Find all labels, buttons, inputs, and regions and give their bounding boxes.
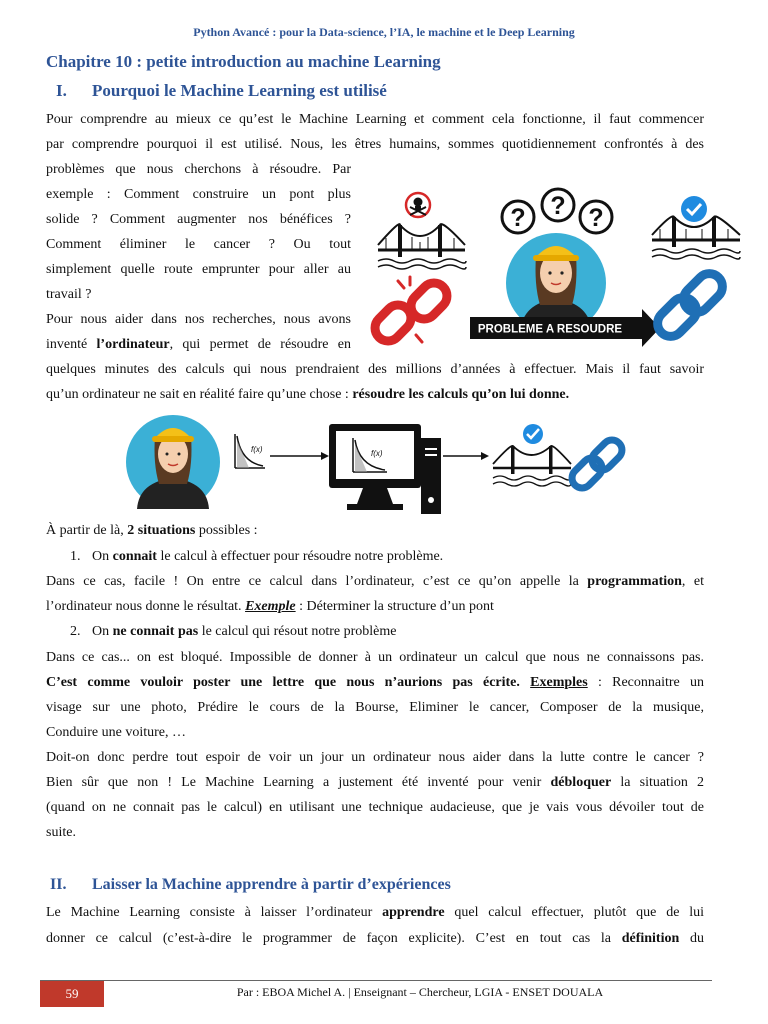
section2-line2: donner ce calcul (c’est-à-dire le programmer de façon explicite). C’est en tout cas la définition du bbox=[46, 931, 705, 946]
situation2-line1: Dans ce cas... on est bloqué. Impossible de donner à un ordinateur un calcul que nous ne connaissons pas. bbox=[46, 650, 704, 665]
section2-number: II. bbox=[50, 876, 67, 893]
conclusion-line3: (quand on ne connait pas le calcul) en utilisant une technique audacieuse, que je vais vous dévoiler tout de bbox=[46, 800, 704, 815]
list-item-2-number: 2. bbox=[70, 624, 81, 639]
danger-bridge-icon bbox=[378, 193, 466, 269]
situation2-line4: Conduire une voiture, … bbox=[46, 725, 186, 740]
section2-title: Laisser la Machine apprendre à partir d’expériences bbox=[92, 876, 451, 893]
para1-line4: exemple : Comment construire un pont plus bbox=[46, 187, 351, 202]
linked-chain-icon bbox=[652, 268, 727, 341]
linked-chain-small-icon bbox=[568, 436, 626, 492]
list-item-2-text: On ne connait pas le calcul qui résout notre problème bbox=[92, 624, 397, 639]
situation1-line1: Dans ce cas, facile ! On entre ce calcul dans l’ordinateur, c’est ce qu’on appelle la programmation, et bbox=[46, 574, 704, 589]
para2-line4: qu’un ordinateur ne sait en réalité faire qu’une chose : résoudre les calculs qu’on lui donne. bbox=[46, 387, 570, 402]
para1-line1: Pour comprendre au mieux ce qu’est le Machine Learning et comment cela fonctionne, il faut commencer bbox=[46, 112, 704, 127]
para2-line3: quelques minutes des calculs qui nous prendraient des millions d’années à effectuer. Mais il faut savoir bbox=[46, 362, 704, 377]
footer-divider bbox=[40, 980, 712, 981]
function-label-1: f(x) bbox=[251, 445, 263, 454]
svg-text:?: ? bbox=[588, 204, 604, 232]
function-graph-icon bbox=[235, 434, 265, 468]
safe-bridge-icon bbox=[652, 196, 740, 259]
computer-icon bbox=[329, 424, 441, 514]
para1-line8: travail ? bbox=[46, 287, 92, 302]
footer-author: Par : EBOA Michel A. | Enseignant – Chercheur, LGIA - ENSET DOUALA bbox=[236, 985, 604, 999]
safe-bridge-small-icon bbox=[493, 424, 571, 486]
section1-number: I. bbox=[56, 81, 67, 100]
svg-text:?: ? bbox=[550, 192, 566, 220]
situations-intro: À partir de là, 2 situations possibles : bbox=[46, 523, 258, 538]
conclusion-line4: suite. bbox=[46, 825, 76, 840]
situation2-line2: C’est comme vouloir poster une lettre que nous n’aurions pas écrite. Exemples : Reconnaitre un bbox=[46, 675, 705, 690]
list-item-1-text: On connait le calcul à effectuer pour résoudre notre problème. bbox=[92, 549, 444, 564]
para1-line3: problèmes que nous cherchons à résoudre. Par bbox=[46, 162, 351, 177]
question-marks-icon bbox=[502, 189, 612, 233]
conclusion-line2: Bien sûr que non ! Le Machine Learning a justement été inventé pour venir débloquer la situation 2 bbox=[46, 775, 704, 790]
para2-line1: Pour nous aider dans nos recherches, nous avons bbox=[46, 312, 351, 327]
problem-banner-label: PROBLEME A RESOUDRE bbox=[477, 323, 623, 336]
function-label-2: f(x) bbox=[371, 449, 383, 458]
chapter-title: Chapitre 10 : petite introduction au machine Learning bbox=[46, 52, 441, 71]
arrow-head-2 bbox=[481, 452, 489, 460]
page-number: 59 bbox=[40, 981, 104, 1007]
para1-line6: Comment éliminer le cancer ? Ou tout bbox=[46, 237, 351, 252]
situation2-line3: visage sur une photo, Prédire le cours de la Bourse, Eliminer le cancer, Composer de la musique, bbox=[46, 700, 704, 715]
worker-avatar-small-icon bbox=[126, 415, 220, 509]
para1-line2: par comprendre pourquoi il est utilisé. Nous, les êtres humains, sommes quotidiennement confrontés à des bbox=[46, 137, 704, 152]
svg-text:?: ? bbox=[510, 204, 526, 232]
arrow-head-1 bbox=[321, 452, 329, 460]
situation1-line2: l’ordinateur nous donne le résultat. Exemple : Déterminer la structure d’un pont bbox=[46, 599, 494, 614]
figure-computer-process bbox=[125, 412, 645, 520]
para1-line5: solide ? Comment augmenter nos bénéfices ? bbox=[46, 212, 351, 227]
figure-problem-illustration bbox=[370, 185, 750, 355]
para1-line7: simplement quelle route emprunter pour aller au bbox=[46, 262, 351, 277]
section2-line1: Le Machine Learning consiste à laisser l’ordinateur apprendre quel calcul effectuer, plutôt que de lui bbox=[46, 905, 704, 920]
conclusion-line1: Doit-on donc perdre tout espoir de voir un jour un ordinateur nous aider dans la lutte contre le cancer ? bbox=[46, 750, 704, 765]
para2-line2: inventé l’ordinateur, qui permet de résoudre en bbox=[46, 337, 351, 352]
broken-chain-icon bbox=[370, 277, 452, 346]
list-item-1-number: 1. bbox=[70, 549, 81, 564]
section1-title: Pourquoi le Machine Learning est utilisé bbox=[92, 81, 387, 100]
running-header: Python Avancé : pour la Data-science, l’IA, le machine et le Deep Learning bbox=[193, 25, 575, 39]
